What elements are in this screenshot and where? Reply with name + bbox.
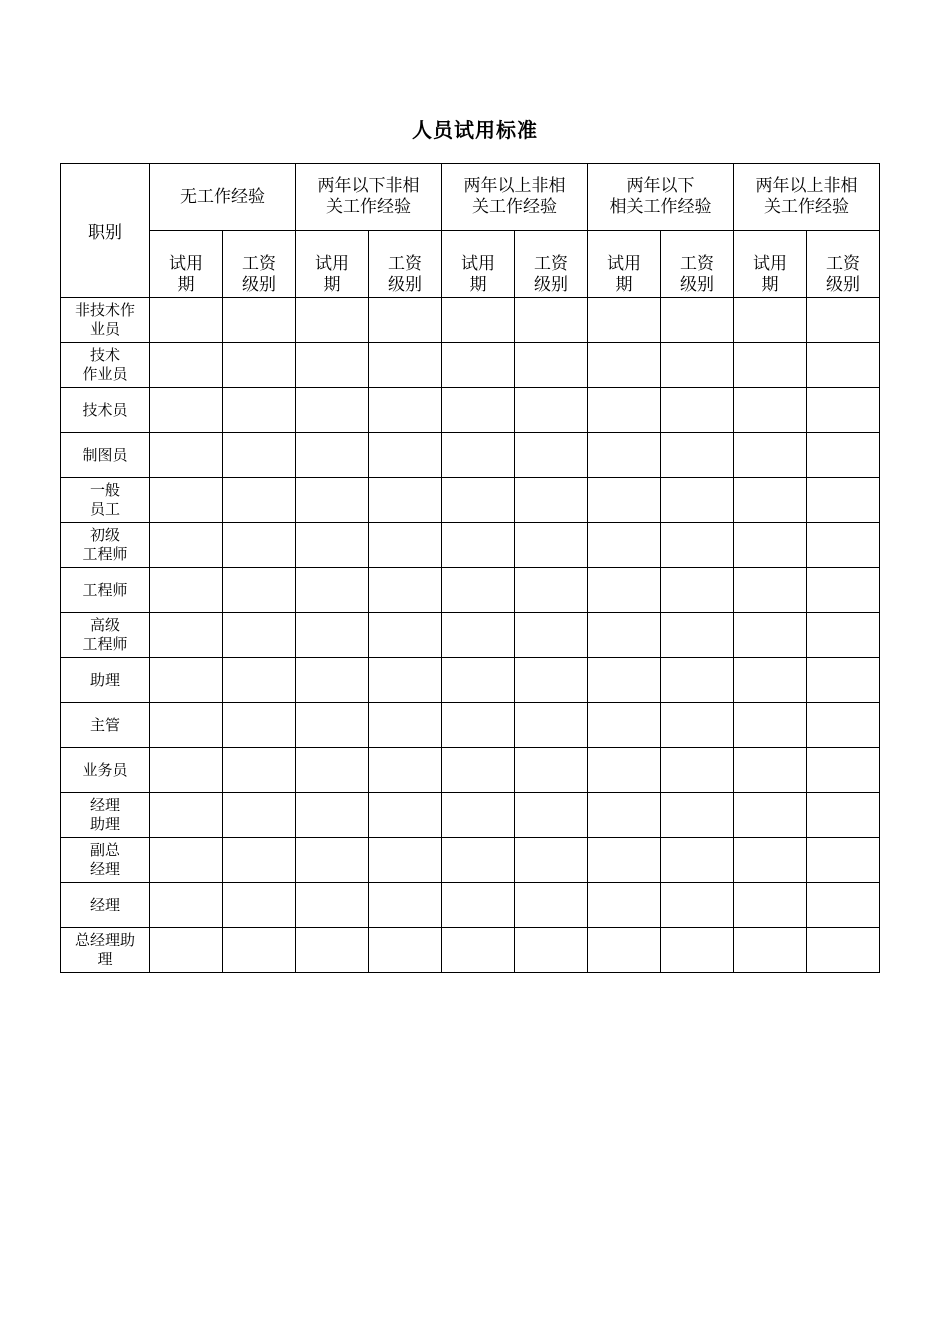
probation-period-cell[interactable]	[588, 748, 661, 793]
salary-level-cell[interactable]	[369, 298, 442, 343]
role-name-cell: 业务员	[61, 748, 150, 793]
probation-period-cell[interactable]	[296, 433, 369, 478]
salary-level-cell[interactable]	[515, 748, 588, 793]
salary-level-cell[interactable]	[807, 658, 880, 703]
salary-level-cell[interactable]	[369, 658, 442, 703]
salary-level-cell[interactable]	[369, 478, 442, 523]
probation-period-cell[interactable]	[150, 793, 223, 838]
salary-level-cell[interactable]	[223, 388, 296, 433]
probation-period-cell[interactable]	[588, 433, 661, 478]
table-row	[61, 568, 880, 613]
role-name-cell: 技术员	[61, 388, 150, 433]
probation-period-cell[interactable]	[150, 478, 223, 523]
salary-level-header	[807, 231, 880, 298]
salary-level-cell[interactable]	[369, 388, 442, 433]
salary-level-label: 工资 级别	[388, 254, 422, 295]
header-row-groups	[61, 164, 880, 231]
salary-level-cell[interactable]	[661, 478, 734, 523]
role-name-cell: 总经理助 理	[61, 928, 150, 973]
group-header: 两年以上非相 关工作经验	[734, 164, 880, 231]
salary-level-label: 工资 级别	[242, 254, 276, 295]
salary-level-cell[interactable]	[369, 883, 442, 928]
probation-period-cell[interactable]	[296, 793, 369, 838]
probation-period-label: 试用 期	[607, 254, 641, 295]
salary-level-cell[interactable]	[661, 928, 734, 973]
probation-period-cell[interactable]	[296, 478, 369, 523]
salary-level-label: 工资 级别	[534, 254, 568, 295]
salary-level-cell[interactable]	[661, 433, 734, 478]
role-name-cell: 副总 经理	[61, 838, 150, 883]
salary-level-cell[interactable]	[661, 793, 734, 838]
salary-level-cell[interactable]	[515, 388, 588, 433]
salary-level-cell[interactable]	[515, 343, 588, 388]
probation-period-cell[interactable]	[588, 568, 661, 613]
probation-period-cell[interactable]	[150, 433, 223, 478]
role-name-cell: 一般 员工	[61, 478, 150, 523]
probation-period-cell[interactable]	[734, 838, 807, 883]
salary-level-cell[interactable]	[515, 793, 588, 838]
probation-period-cell[interactable]	[296, 703, 369, 748]
table-row	[61, 613, 880, 658]
probation-period-cell[interactable]	[150, 883, 223, 928]
probation-period-cell[interactable]	[734, 343, 807, 388]
probation-period-label: 试用 期	[753, 254, 787, 295]
probation-period-cell[interactable]	[296, 838, 369, 883]
probation-period-cell[interactable]	[734, 748, 807, 793]
salary-level-cell[interactable]	[807, 343, 880, 388]
probation-period-cell[interactable]	[442, 613, 515, 658]
salary-level-cell[interactable]	[515, 433, 588, 478]
salary-level-cell[interactable]	[369, 703, 442, 748]
probation-period-cell[interactable]	[442, 343, 515, 388]
probation-period-cell[interactable]	[588, 523, 661, 568]
salary-level-cell[interactable]	[515, 613, 588, 658]
probation-period-cell[interactable]	[588, 838, 661, 883]
salary-level-cell[interactable]	[661, 703, 734, 748]
probation-period-cell[interactable]	[734, 928, 807, 973]
salary-level-cell[interactable]	[661, 658, 734, 703]
role-name-cell: 非技术作 业员	[61, 298, 150, 343]
probation-period-label: 试用 期	[315, 254, 349, 295]
salary-level-cell[interactable]	[369, 613, 442, 658]
salary-level-cell[interactable]	[807, 793, 880, 838]
table-row	[61, 298, 880, 343]
salary-level-cell[interactable]	[223, 793, 296, 838]
table-row	[61, 523, 880, 568]
probation-period-cell[interactable]	[734, 883, 807, 928]
probation-period-label: 试用 期	[169, 254, 203, 295]
role-name-cell: 主管	[61, 703, 150, 748]
document-title: 人员试用标准	[412, 118, 538, 142]
probation-period-cell[interactable]	[296, 298, 369, 343]
probation-period-header	[296, 231, 369, 298]
salary-level-cell[interactable]	[223, 433, 296, 478]
salary-level-cell[interactable]	[807, 928, 880, 973]
probation-period-cell[interactable]	[296, 388, 369, 433]
probation-period-header	[442, 231, 515, 298]
probation-period-cell[interactable]	[588, 658, 661, 703]
probation-period-label: 试用 期	[461, 254, 495, 295]
probation-period-cell[interactable]	[296, 748, 369, 793]
probation-period-cell[interactable]	[734, 523, 807, 568]
salary-level-cell[interactable]	[369, 523, 442, 568]
role-name-cell: 初级 工程师	[61, 523, 150, 568]
probation-period-cell[interactable]	[734, 433, 807, 478]
salary-level-cell[interactable]	[807, 388, 880, 433]
probation-period-cell[interactable]	[150, 388, 223, 433]
probation-period-cell[interactable]	[588, 613, 661, 658]
table-row	[61, 793, 880, 838]
salary-level-cell[interactable]	[807, 613, 880, 658]
probation-period-cell[interactable]	[296, 928, 369, 973]
probation-period-cell[interactable]	[442, 388, 515, 433]
salary-level-cell[interactable]	[223, 748, 296, 793]
probation-period-cell[interactable]	[734, 658, 807, 703]
probation-period-cell[interactable]	[150, 568, 223, 613]
table-row	[61, 703, 880, 748]
salary-level-cell[interactable]	[369, 838, 442, 883]
probation-period-cell[interactable]	[734, 298, 807, 343]
probation-period-cell[interactable]	[588, 478, 661, 523]
role-name-cell: 经理 助理	[61, 793, 150, 838]
table-row	[61, 343, 880, 388]
salary-level-cell[interactable]	[223, 478, 296, 523]
probation-period-cell[interactable]	[296, 658, 369, 703]
probation-period-cell[interactable]	[588, 928, 661, 973]
salary-level-cell[interactable]	[807, 838, 880, 883]
salary-level-cell[interactable]	[661, 838, 734, 883]
salary-level-header	[369, 231, 442, 298]
probation-period-cell[interactable]	[588, 703, 661, 748]
group-header: 无工作经验	[150, 164, 296, 231]
probation-period-cell[interactable]	[296, 523, 369, 568]
probation-period-cell[interactable]	[150, 748, 223, 793]
salary-level-cell[interactable]	[515, 478, 588, 523]
probation-period-cell[interactable]	[296, 613, 369, 658]
salary-level-cell[interactable]	[807, 523, 880, 568]
salary-level-cell[interactable]	[223, 343, 296, 388]
salary-level-cell[interactable]	[807, 883, 880, 928]
probation-period-cell[interactable]	[588, 343, 661, 388]
salary-level-cell[interactable]	[807, 568, 880, 613]
probation-period-cell[interactable]	[734, 703, 807, 748]
probation-period-cell[interactable]	[588, 298, 661, 343]
salary-level-cell[interactable]	[807, 748, 880, 793]
salary-level-header	[661, 231, 734, 298]
probation-period-cell[interactable]	[442, 658, 515, 703]
salary-level-cell[interactable]	[515, 523, 588, 568]
role-column-header: 职别	[61, 164, 150, 298]
salary-level-cell[interactable]	[223, 658, 296, 703]
probation-period-cell[interactable]	[442, 523, 515, 568]
group-header: 两年以下 相关工作经验	[588, 164, 734, 231]
salary-level-cell[interactable]	[515, 928, 588, 973]
salary-level-cell[interactable]	[515, 838, 588, 883]
probation-period-cell[interactable]	[150, 523, 223, 568]
group-header: 两年以下非相 关工作经验	[296, 164, 442, 231]
salary-level-cell[interactable]	[223, 928, 296, 973]
salary-level-cell[interactable]	[661, 298, 734, 343]
probation-period-cell[interactable]	[442, 703, 515, 748]
probation-period-cell[interactable]	[442, 748, 515, 793]
salary-level-cell[interactable]	[661, 343, 734, 388]
probation-period-cell[interactable]	[442, 298, 515, 343]
probation-period-cell[interactable]	[150, 613, 223, 658]
salary-level-cell[interactable]	[223, 523, 296, 568]
role-name-cell: 助理	[61, 658, 150, 703]
salary-level-cell[interactable]	[661, 388, 734, 433]
salary-level-label: 工资 级别	[826, 254, 860, 295]
probation-period-cell[interactable]	[150, 298, 223, 343]
table-row	[61, 658, 880, 703]
probation-period-cell[interactable]	[734, 478, 807, 523]
salary-level-cell[interactable]	[223, 298, 296, 343]
salary-level-header	[223, 231, 296, 298]
salary-level-cell[interactable]	[807, 433, 880, 478]
table-row	[61, 433, 880, 478]
table-body	[61, 298, 880, 973]
probation-period-cell[interactable]	[296, 883, 369, 928]
probation-period-cell[interactable]	[442, 433, 515, 478]
salary-level-cell[interactable]	[369, 568, 442, 613]
table-row	[61, 838, 880, 883]
salary-level-cell[interactable]	[515, 703, 588, 748]
salary-level-cell[interactable]	[223, 568, 296, 613]
role-name-cell: 经理	[61, 883, 150, 928]
probation-period-cell[interactable]	[150, 703, 223, 748]
probation-period-cell[interactable]	[296, 568, 369, 613]
salary-level-cell[interactable]	[223, 703, 296, 748]
table-row	[61, 928, 880, 973]
salary-level-label: 工资 级别	[680, 254, 714, 295]
salary-level-cell[interactable]	[223, 883, 296, 928]
probation-period-cell[interactable]	[442, 883, 515, 928]
salary-level-cell[interactable]	[223, 838, 296, 883]
probation-standard-table	[60, 163, 880, 973]
group-header: 两年以上非相 关工作经验	[442, 164, 588, 231]
salary-level-cell[interactable]	[515, 298, 588, 343]
salary-level-cell[interactable]	[369, 793, 442, 838]
salary-level-cell[interactable]	[807, 478, 880, 523]
salary-level-cell[interactable]	[369, 433, 442, 478]
role-name-cell: 高级 工程师	[61, 613, 150, 658]
table-row	[61, 748, 880, 793]
probation-period-header	[150, 231, 223, 298]
salary-level-cell[interactable]	[661, 883, 734, 928]
salary-level-cell[interactable]	[807, 703, 880, 748]
probation-period-cell[interactable]	[734, 613, 807, 658]
salary-level-cell[interactable]	[515, 658, 588, 703]
salary-level-cell[interactable]	[661, 523, 734, 568]
probation-period-cell[interactable]	[734, 793, 807, 838]
probation-period-cell[interactable]	[150, 343, 223, 388]
salary-level-cell[interactable]	[515, 883, 588, 928]
probation-period-cell[interactable]	[442, 793, 515, 838]
probation-period-header	[588, 231, 661, 298]
salary-level-cell[interactable]	[661, 568, 734, 613]
salary-level-cell[interactable]	[369, 928, 442, 973]
probation-period-cell[interactable]	[442, 928, 515, 973]
salary-level-cell[interactable]	[369, 343, 442, 388]
salary-level-cell[interactable]	[369, 748, 442, 793]
role-name-cell: 工程师	[61, 568, 150, 613]
salary-level-cell[interactable]	[661, 748, 734, 793]
salary-level-cell[interactable]	[661, 613, 734, 658]
probation-period-cell[interactable]	[296, 343, 369, 388]
salary-level-cell[interactable]	[223, 613, 296, 658]
probation-period-cell[interactable]	[442, 838, 515, 883]
salary-level-cell[interactable]	[515, 568, 588, 613]
table-row	[61, 478, 880, 523]
salary-level-cell[interactable]	[807, 298, 880, 343]
header-row-subcolumns	[61, 231, 880, 298]
table-row	[61, 388, 880, 433]
probation-period-cell[interactable]	[442, 478, 515, 523]
probation-period-cell[interactable]	[150, 838, 223, 883]
probation-period-cell[interactable]	[150, 658, 223, 703]
probation-period-cell[interactable]	[588, 388, 661, 433]
role-name-cell: 技术 作业员	[61, 343, 150, 388]
role-name-cell: 制图员	[61, 433, 150, 478]
probation-period-cell[interactable]	[588, 793, 661, 838]
probation-period-cell[interactable]	[150, 928, 223, 973]
probation-period-header	[734, 231, 807, 298]
probation-period-cell[interactable]	[734, 388, 807, 433]
salary-level-header	[515, 231, 588, 298]
probation-period-cell[interactable]	[588, 883, 661, 928]
probation-period-cell[interactable]	[442, 568, 515, 613]
probation-period-cell[interactable]	[734, 568, 807, 613]
table-row	[61, 883, 880, 928]
